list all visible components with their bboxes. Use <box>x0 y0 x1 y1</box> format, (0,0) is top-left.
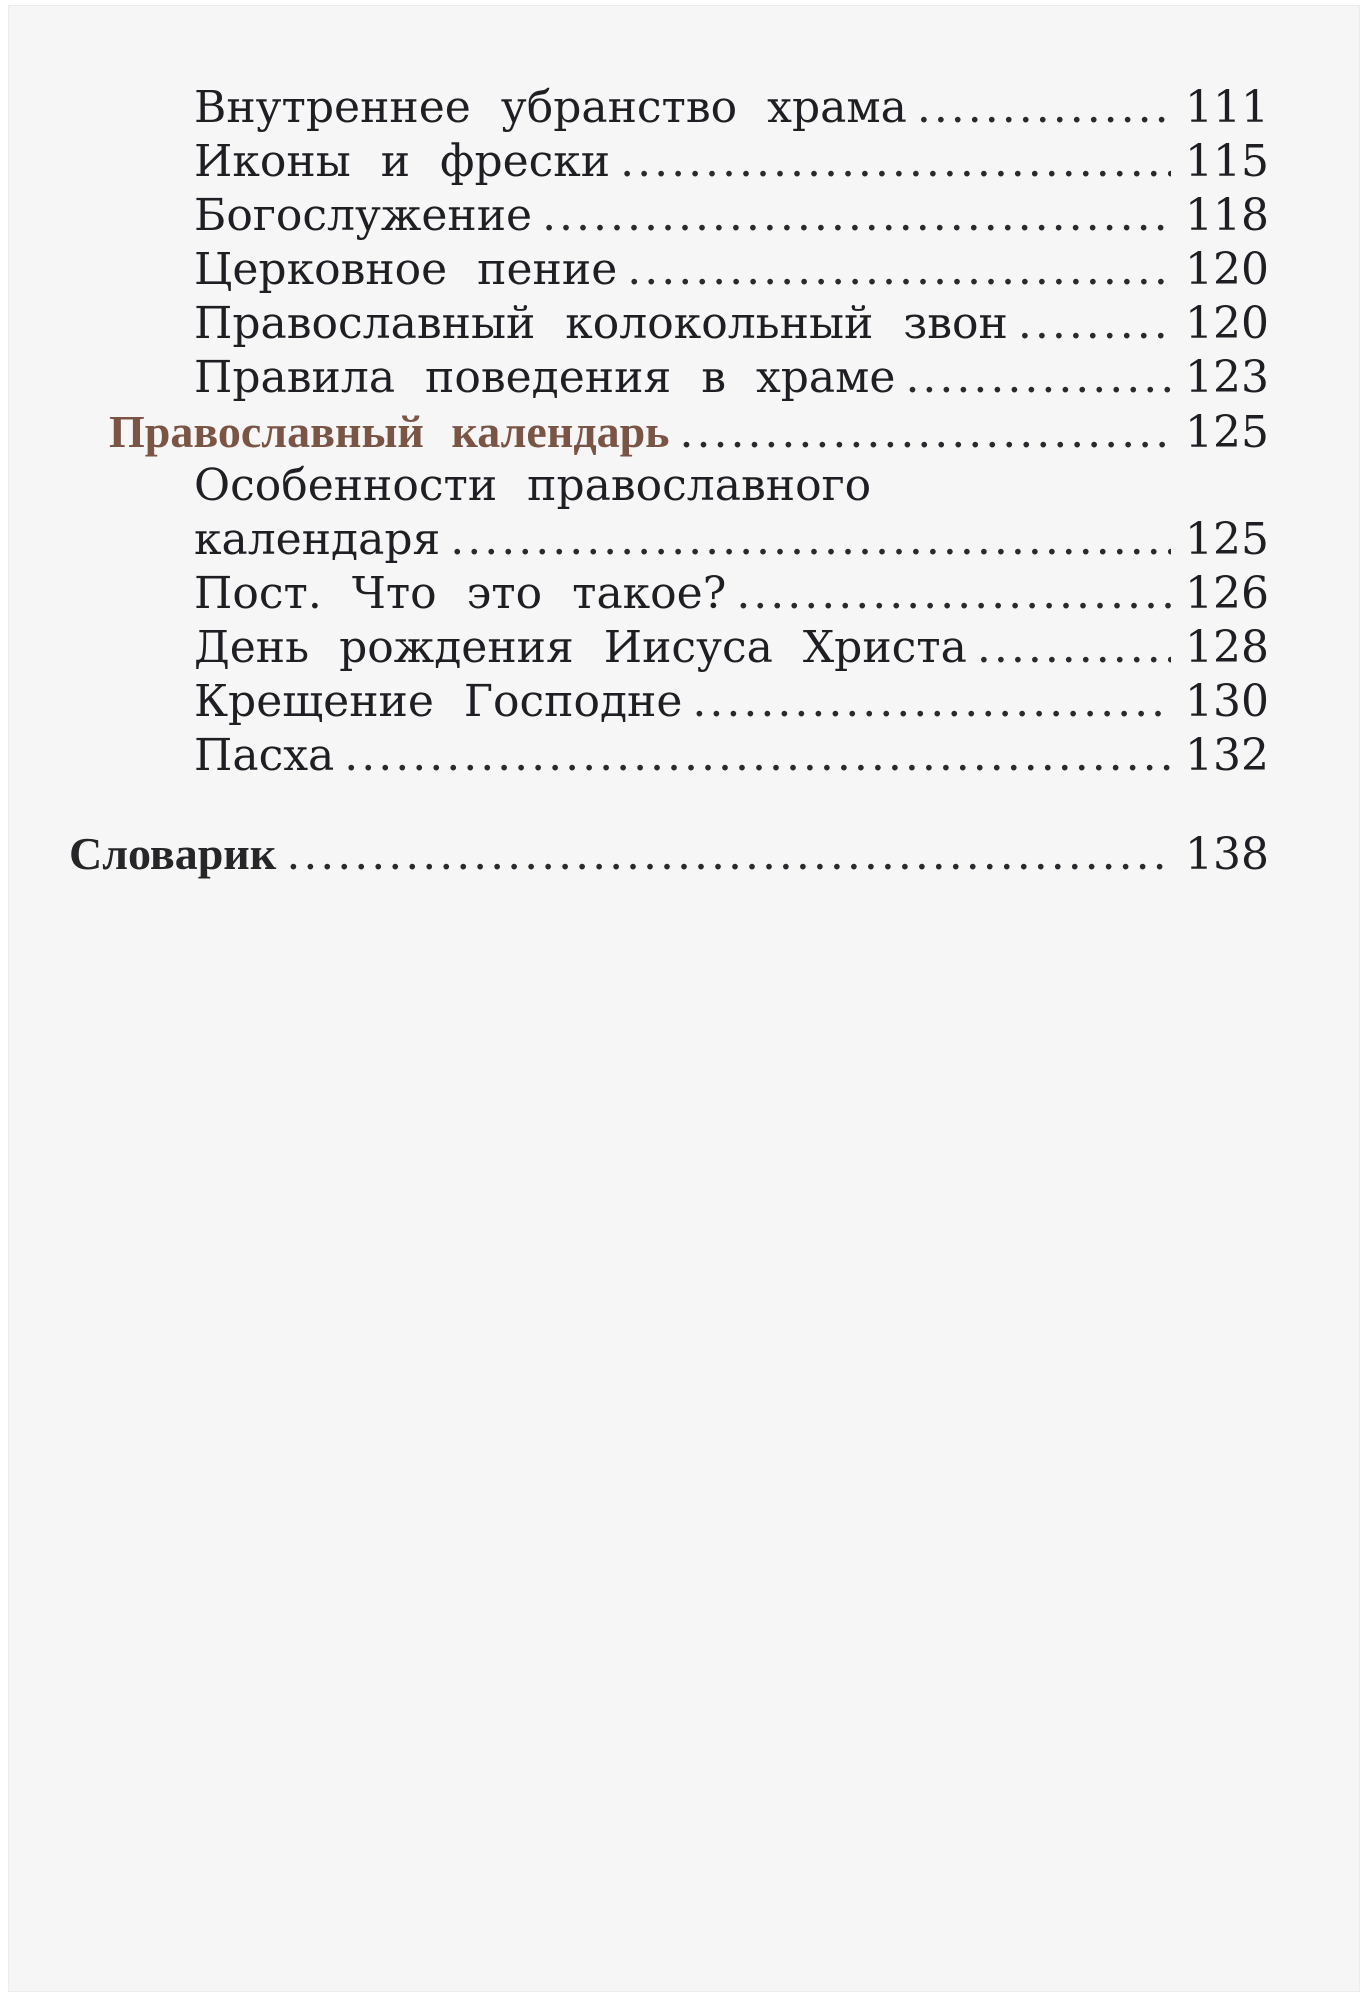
section-page: 125 <box>1185 407 1269 458</box>
toc-entry-page: 132 <box>1185 730 1269 781</box>
dot-leader <box>286 828 1171 882</box>
toc-entry-page: 130 <box>1185 676 1269 727</box>
section-title: Православный календарь <box>109 406 670 457</box>
toc-entry-title-line2: календаря <box>194 514 441 565</box>
toc-entry-page: 120 <box>1185 298 1269 349</box>
toc-entry-title: Пасха <box>194 730 335 781</box>
dot-leader <box>1018 297 1171 351</box>
dot-leader <box>344 729 1171 783</box>
toc-entry-title: Правила поведения в храме <box>194 352 896 403</box>
toc-entry-title: Пост. Что это такое? <box>194 568 727 619</box>
toc-section-glossary[interactable] <box>69 827 1269 881</box>
toc-entry-page: 126 <box>1185 568 1269 619</box>
toc-entry[interactable] <box>69 243 1269 297</box>
toc-entry[interactable] <box>69 729 1269 783</box>
dot-leader <box>977 621 1171 675</box>
dot-leader <box>905 351 1171 405</box>
toc-entry-page: 111 <box>1185 82 1269 133</box>
dot-leader <box>620 135 1171 189</box>
dot-leader <box>692 675 1171 729</box>
section-title: Словарик <box>69 828 277 879</box>
toc-entry-title: День рождения Иисуса Христа <box>194 622 967 673</box>
dot-leader <box>542 189 1171 243</box>
toc-entry-title: Иконы и фрески <box>194 136 611 187</box>
toc-entry-page: 115 <box>1185 136 1269 187</box>
table-of-contents <box>69 81 1269 881</box>
toc-entry-page: 125 <box>1185 514 1269 565</box>
toc-entry[interactable] <box>69 675 1269 729</box>
toc-entry-page: 120 <box>1185 244 1269 295</box>
toc-entry[interactable] <box>69 297 1269 351</box>
toc-entry[interactable] <box>69 189 1269 243</box>
book-page <box>8 5 1360 1992</box>
toc-section-calendar[interactable] <box>69 405 1269 459</box>
toc-entry[interactable] <box>69 135 1269 189</box>
toc-entry-page: 128 <box>1185 622 1269 673</box>
toc-entry-page: 123 <box>1185 352 1269 403</box>
toc-entry-title: Церковное пение <box>194 244 618 295</box>
section-page: 138 <box>1185 829 1269 880</box>
toc-entry-title: Крещение Господне <box>194 676 683 727</box>
toc-entry[interactable] <box>69 81 1269 135</box>
toc-entry-title: Православный колокольный звон <box>194 298 1008 349</box>
dot-leader <box>627 243 1171 297</box>
dot-leader <box>450 513 1171 567</box>
toc-entry[interactable] <box>69 567 1269 621</box>
dot-leader <box>736 567 1171 621</box>
toc-entry-page: 118 <box>1185 190 1269 241</box>
toc-entry[interactable] <box>69 621 1269 675</box>
toc-entry-title-line1[interactable]: Особенности православного <box>194 460 872 511</box>
toc-entry-title: Богослужение <box>194 190 533 241</box>
toc-entry[interactable] <box>69 351 1269 405</box>
toc-entry-title: Внутреннее убранство храма <box>194 82 907 133</box>
spacer <box>69 783 1269 827</box>
toc-entry[interactable] <box>69 513 1269 567</box>
dot-leader <box>680 406 1172 460</box>
dot-leader <box>917 81 1171 135</box>
